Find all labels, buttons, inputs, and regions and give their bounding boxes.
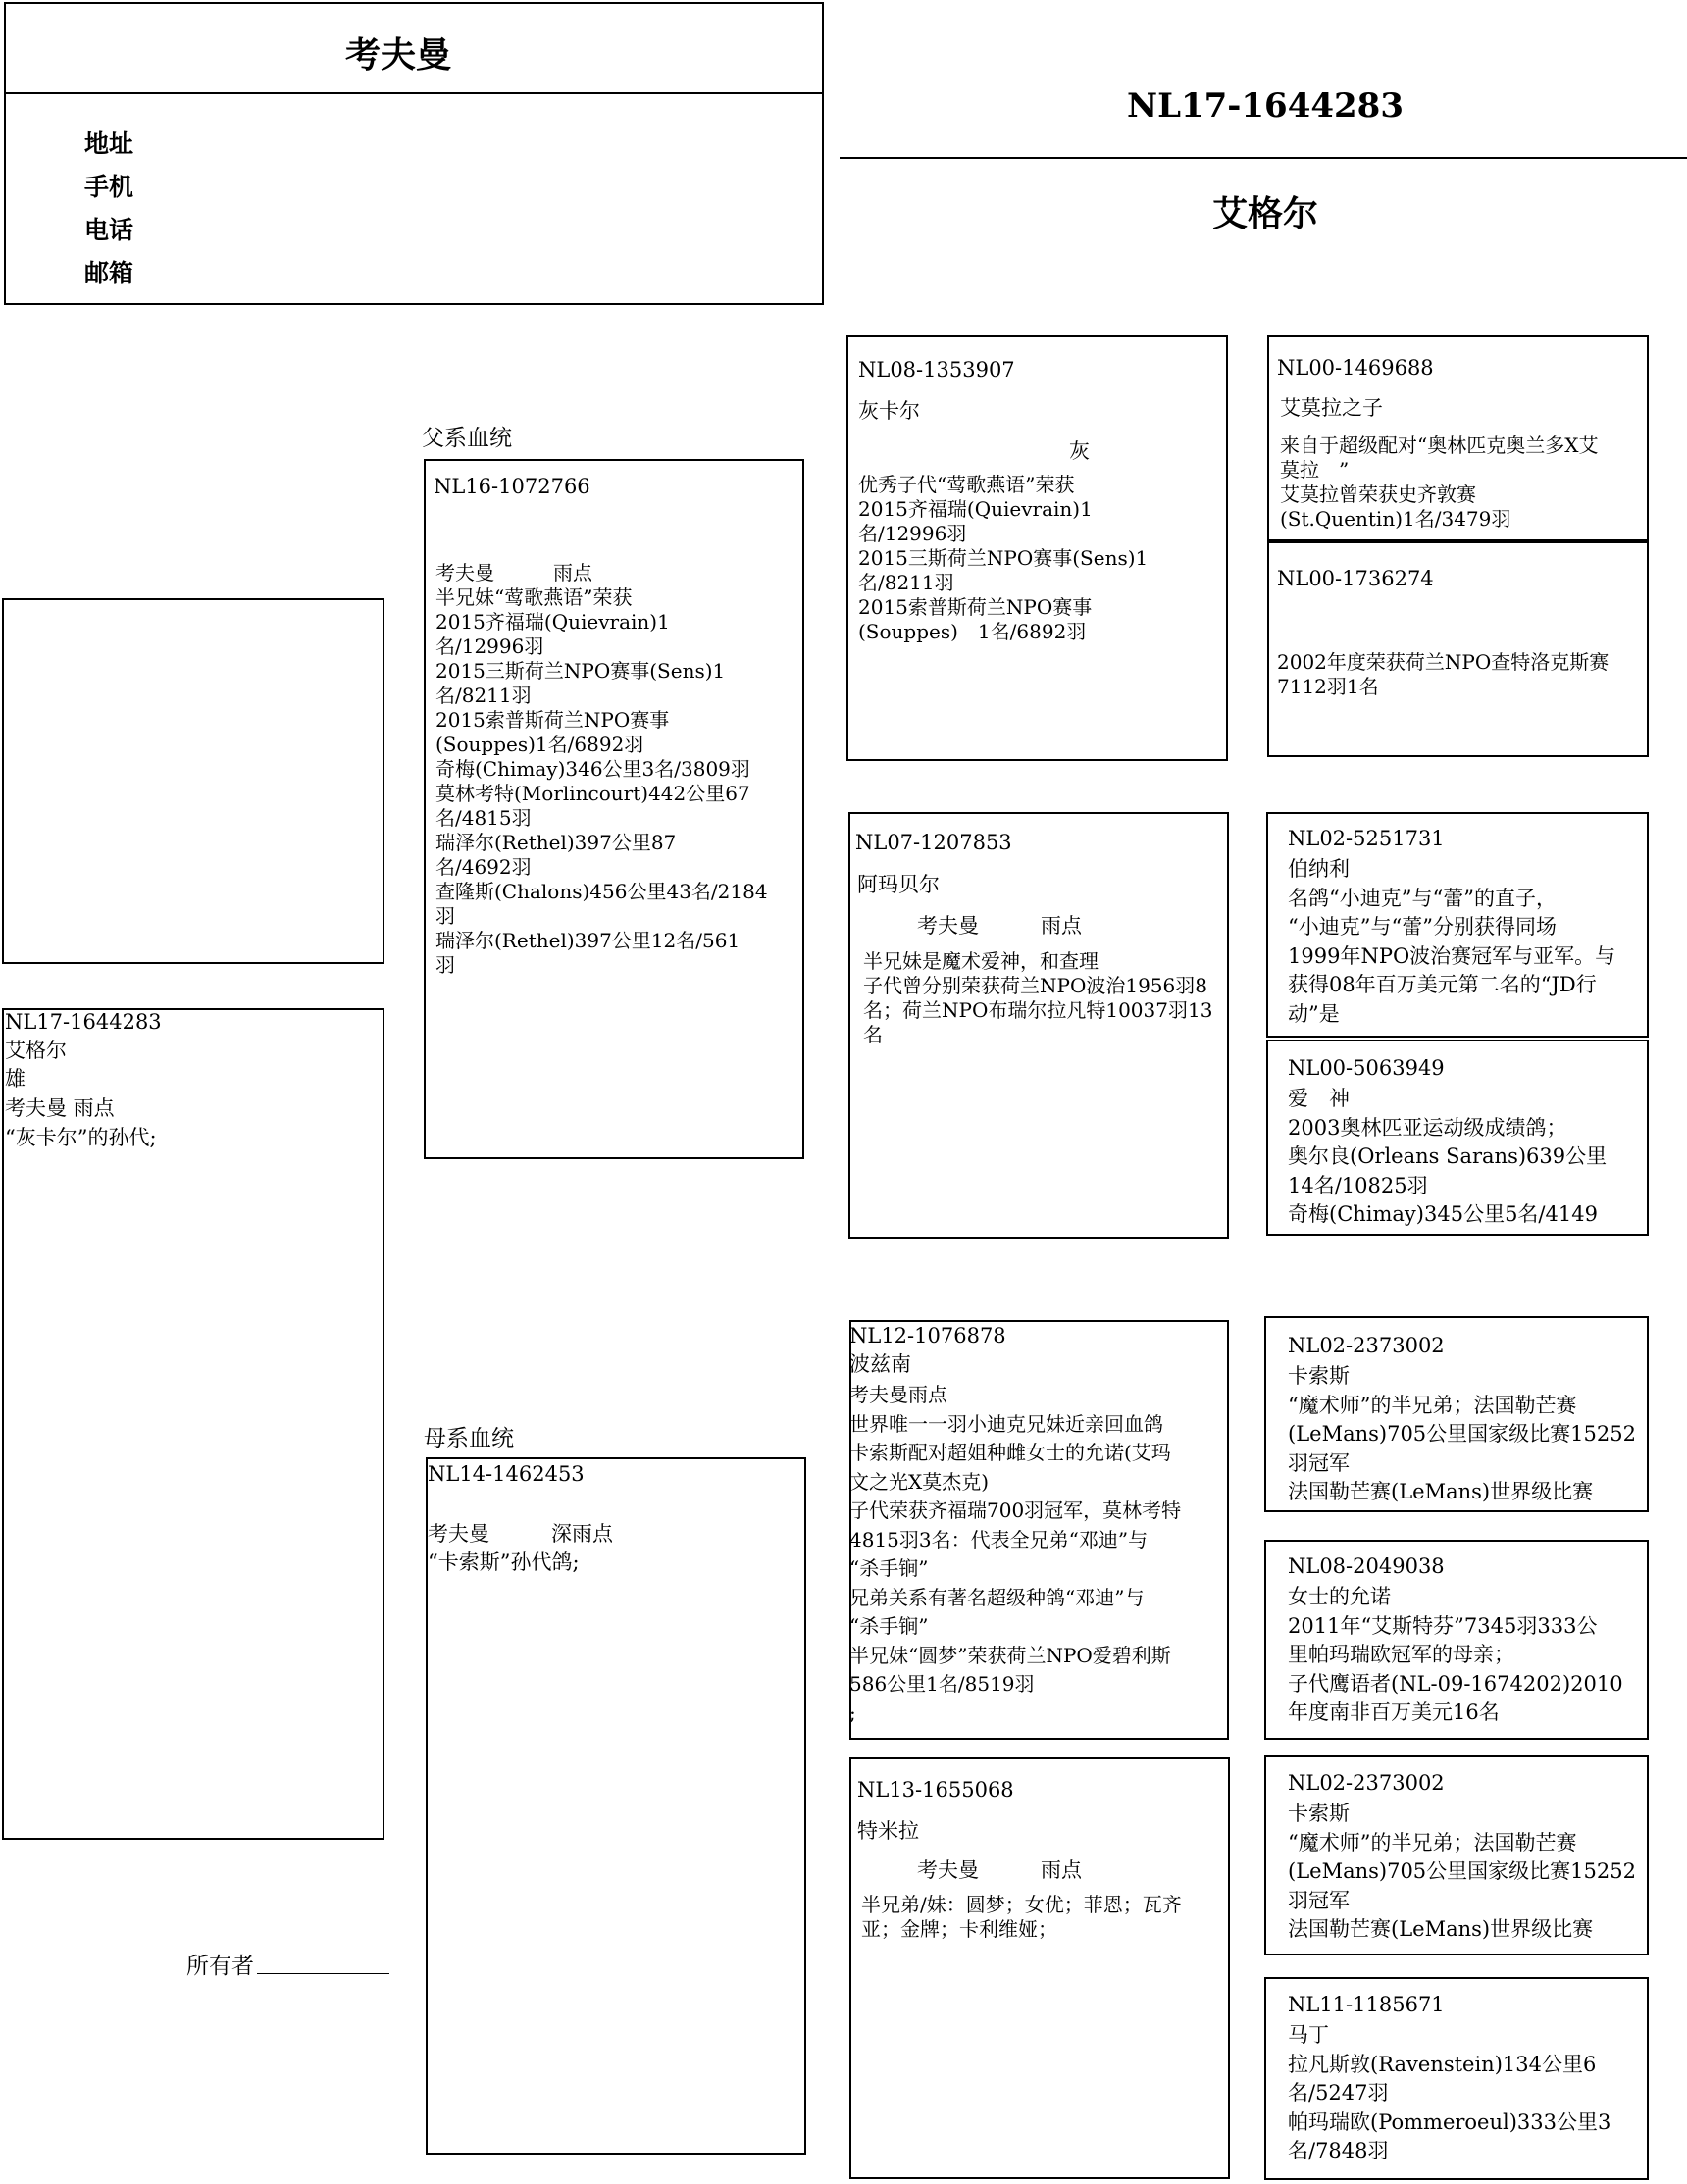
ddd-details: 马丁 拉凡斯敦(Ravenstein)134公里6 名/5247羽 帕玛瑞欧(Pommeroeul)333公里3 名/7848羽	[1288, 2023, 1611, 2162]
ddd-ring: NL11-1185671	[1288, 1993, 1445, 2016]
sire-dam-name: 阿玛贝尔	[857, 873, 940, 896]
dam-sire-ring: NL12-1076878	[849, 1324, 1006, 1347]
subject-note: “灰卡尔”的孙代;	[5, 1126, 157, 1149]
subject-name: 艾格尔	[5, 1039, 67, 1062]
subject-breeding: 考夫曼 雨点	[5, 1096, 115, 1120]
header-divider	[840, 157, 1687, 159]
header-name: 艾格尔	[1211, 193, 1318, 234]
sire-sire-name: 灰卡尔	[858, 399, 920, 423]
dsd-ring: NL08-2049038	[1288, 1554, 1445, 1578]
dam-dam-name: 特米拉	[857, 1819, 919, 1843]
dam-dam-details: 半兄弟/妹：圆梦；女优；菲恩；瓦齐 亚；金牌；卡利维娅；	[861, 1893, 1182, 1941]
dss-ring: NL02-2373002	[1288, 1334, 1445, 1357]
ssd-ring: NL00-1736274	[1277, 567, 1434, 590]
dam-line-label: 母系血统	[424, 1426, 514, 1451]
sire-dam-details: 半兄妹是魔术爱神，和查理 子代曾分别荣获荷兰NPO波治1956羽8 名；荷兰NPO布瑞尔拉凡特10037羽13 名	[863, 949, 1213, 1046]
owner-signature-label: 所有者	[186, 1954, 254, 1979]
sire-dam-breeding: 考夫曼 雨点	[917, 914, 1082, 938]
sire-details: 考夫曼 雨点 半兄妹“莺歌燕语”荣获 2015齐福瑞(Quievrain)1 名/12996羽 2015三斯荷兰NPO赛事(Sens)1 名/8211羽 2015索普斯荷兰NPO赛事 (Souppes)1名/6892羽 奇梅(Chimay)346公里3名/3809羽 莫林考特(Morlincourt)442公里67 名/4815羽 瑞泽尔(Rethel)397公里87 名/4692羽 查隆斯(Chalons)456公里43名/2184 羽 瑞泽尔(Rethel)397公里12名/561 羽	[435, 561, 768, 977]
subject-ring: NL17-1644283	[5, 1010, 162, 1034]
owner-signature-line	[257, 1973, 389, 1974]
email-label: 邮箱	[84, 259, 134, 287]
sire-sire-color: 灰	[1069, 439, 1090, 463]
dds-ring: NL02-2373002	[1288, 1771, 1445, 1795]
dam-details: 考夫曼 深雨点 “卡索斯”孙代鸽;	[428, 1522, 613, 1574]
sire-sire-details: 优秀子代“莺歌燕语”荣获 2015齐福瑞(Quievrain)1 名/12996羽 2015三斯荷兰NPO赛事(Sens)1 名/8211羽 2015索普斯荷兰NPO赛事 (Souppes) 1名/6892羽	[858, 473, 1149, 643]
sss-name: 艾莫拉之子	[1280, 396, 1383, 420]
ssd-details: 2002年度荣获荷兰NPO查特洛克斯赛 7112羽1名	[1277, 650, 1610, 698]
address-label: 地址	[84, 129, 134, 158]
dam-sire-details: 考夫曼雨点 世界唯一一羽小迪克兄妹近亲回血鸽 卡索斯配对超姐种雌女士的允诺(艾玛 文之光X莫杰克) 子代荣获齐福瑞700羽冠军，莫林考特 4815羽3名：代表全兄弟“邓迪”与 “杀手锏” 兄弟关系有著名超级种鸽“邓迪”与 “杀手锏” 半兄妹“圆梦”荣获荷兰NPO爱碧利斯 586公里1名/8519羽 ;	[849, 1383, 1182, 1725]
sds-details: 伯纳利 名鸽“小迪克”与“蕾”的直子， “小迪克”与“蕾”分别获得同场 1999年NPO波治赛冠军与亚军。与 获得08年百万美元第二名的“JD行 动”是	[1288, 857, 1616, 1026]
dss-details: 卡索斯 “魔术师”的半兄弟；法国勒芒赛 (LeMans)705公里国家级比赛15252 羽冠军 法国勒芒赛(LeMans)世界级比赛	[1288, 1364, 1636, 1503]
dds-details: 卡索斯 “魔术师”的半兄弟；法国勒芒赛 (LeMans)705公里国家级比赛15252 羽冠军 法国勒芒赛(LeMans)世界级比赛	[1288, 1802, 1636, 1941]
sire-line-label: 父系血统	[422, 426, 512, 451]
header-ring: NL17-1644283	[1126, 86, 1404, 126]
subject-sex: 雄	[5, 1067, 26, 1091]
dam-dam-ring: NL13-1655068	[857, 1778, 1014, 1802]
owner-name: 考夫曼	[344, 34, 451, 76]
owner-card-divider	[6, 92, 822, 94]
dsd-details: 女士的允诺 2011年“艾斯特芬”7345羽333公 里帕玛瑞欧冠军的母亲； 子代鹰语者(NL-09-1674202)2010 年度南非百万美元16名	[1288, 1585, 1623, 1724]
sire-dam-ring: NL07-1207853	[855, 831, 1012, 854]
sss-ring: NL00-1469688	[1277, 356, 1434, 380]
sire-ring: NL16-1072766	[434, 475, 590, 498]
sds-ring: NL02-5251731	[1288, 827, 1445, 850]
phone-label: 电话	[84, 216, 134, 244]
sdd-ring: NL00-5063949	[1288, 1056, 1445, 1080]
mobile-label: 手机	[84, 173, 134, 201]
dam-ring: NL14-1462453	[428, 1462, 585, 1486]
dam-sire-name: 波兹南	[849, 1352, 911, 1376]
photo-box	[2, 598, 384, 964]
sdd-details: 爱 神 2003奥林匹亚运动级成绩鸽； 奥尔良(Orleans Sarans)639公里 14名/10825羽 奇梅(Chimay)345公里5名/4149	[1288, 1087, 1608, 1226]
sss-details: 来自于超级配对“奥林匹克奥兰多X艾 莫拉 ” 艾莫拉曾荣获史齐敦赛 (St.Quentin)1名/3479羽	[1280, 433, 1599, 531]
dam-dam-breeding: 考夫曼 雨点	[917, 1858, 1082, 1882]
sire-sire-ring: NL08-1353907	[858, 358, 1015, 381]
